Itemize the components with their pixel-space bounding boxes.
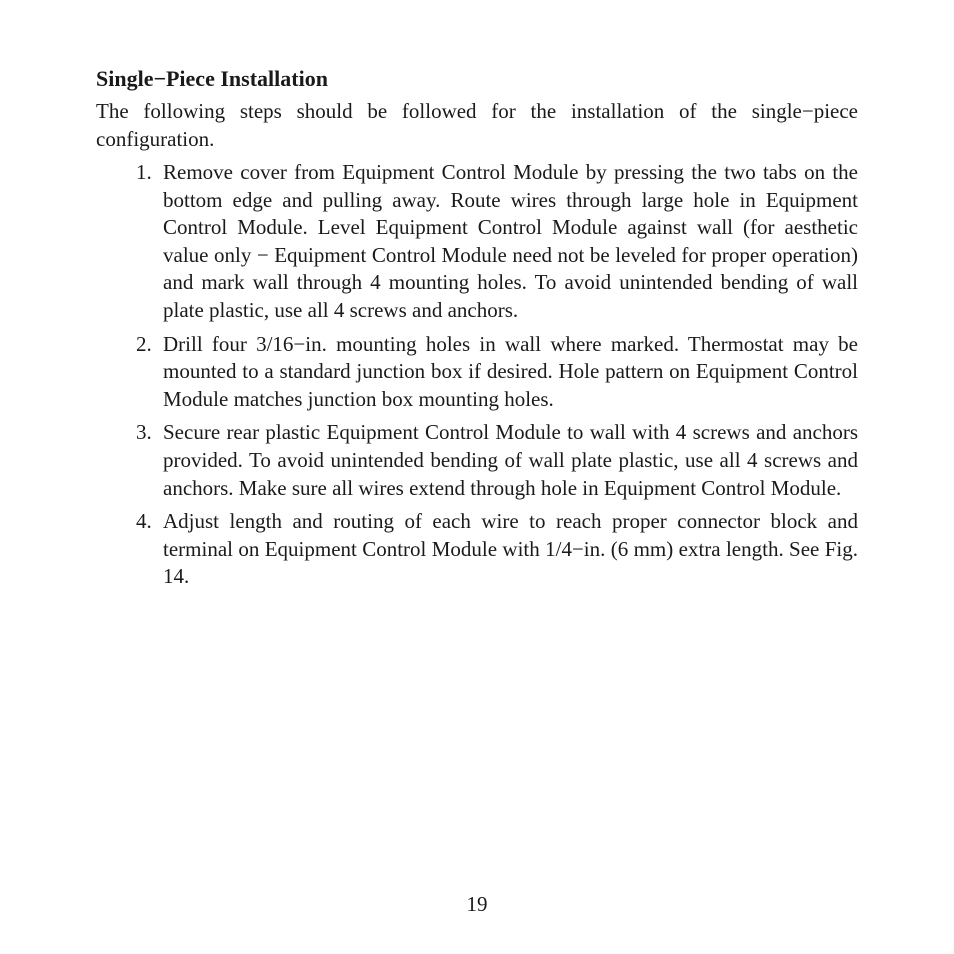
step-number: 4.	[136, 509, 152, 534]
step-number: 3.	[136, 420, 152, 445]
section-heading: Single−Piece Installation	[96, 66, 328, 91]
step-item	[96, 419, 858, 502]
intro-paragraph: The following steps should be followed for the installation of the single−piece configuration.	[96, 99, 858, 151]
step-number: 2.	[136, 331, 152, 356]
step-item	[96, 508, 858, 591]
step-text: Adjust length and routing of each wire to reach proper connector block and terminal on Equipment Control Module with 1/4−in. (6 mm) extra length. See Fig. 14.	[163, 509, 858, 589]
step-item	[96, 331, 858, 414]
step-text: Remove cover from Equipment Control Module by pressing the two tabs on the bottom edge and pulling away. Route wires through large hole in Equipment Control Module. Level Equipment Control Module against wall (for aesthetic value only − Equipment Control Module need not be leveled for proper operation) and mark wall through 4 mounting holes. To avoid unintended bending of wall plate plastic, use all 4 screws and anchors.	[163, 160, 858, 322]
step-text: Secure rear plastic Equipment Control Module to wall with 4 screws and anchors provided. To avoid unintended bending of wall plate plastic, use all 4 screws and anchors. Make sure all wires extend through hole in Equipment Control Module.	[163, 420, 858, 500]
step-item	[96, 159, 858, 325]
page-number: 19	[466, 892, 488, 916]
installation-steps-list	[96, 159, 858, 591]
document-page	[96, 64, 858, 597]
step-number: 1.	[136, 160, 152, 184]
step-text: Drill four 3/16−in. mounting holes in wall where marked. Thermostat may be mounted to a standard junction box if desired. Hole pattern on Equipment Control Module matches junction box mounting holes.	[163, 331, 858, 411]
